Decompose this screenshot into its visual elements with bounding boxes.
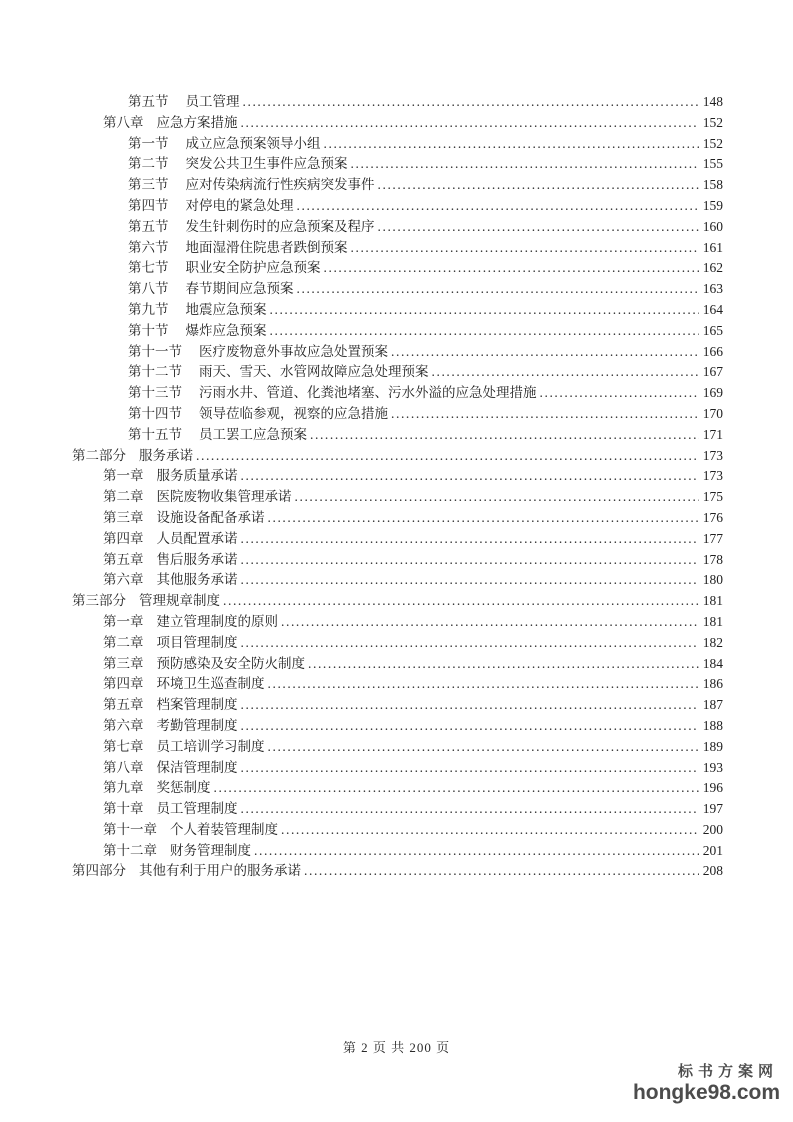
toc-entry-page: 163 [702,281,723,297]
toc-entry-title: 其他有利于用户的服务承诺 [139,863,301,879]
dot-leader [241,550,699,571]
toc-entry-title: 服务承诺 [139,447,193,463]
toc-entry[interactable] [72,134,723,155]
toc-entry-number: 第十三节 [128,385,182,401]
toc-entry-page: 161 [702,239,723,255]
toc-entry[interactable] [72,425,723,446]
toc-entry-page: 166 [702,343,723,359]
toc-entry-number: 第八章 [103,759,144,775]
toc-entry-title: 员工培训学习制度 [156,738,265,754]
toc-entry-page: 178 [702,551,723,567]
page-footer [0,1037,793,1056]
dot-leader [254,841,699,862]
toc-entry-page: 188 [702,717,723,733]
toc-entry-page: 169 [702,385,723,401]
dot-leader [243,92,699,113]
toc-entry[interactable] [72,778,723,799]
toc-entry-number: 第十五节 [128,426,182,442]
toc-entry-title: 考勤管理制度 [156,717,238,733]
toc-entry-number: 第三章 [103,655,144,671]
dot-leader [241,570,699,591]
toc-entry-page: 167 [702,364,723,380]
toc-entry[interactable] [72,799,723,820]
toc-entry-title: 应对传染病流行性疾病突发事件 [185,177,375,193]
toc-entry-page: 152 [702,135,723,151]
dot-leader [310,425,699,446]
toc-entry[interactable] [72,362,723,383]
toc-entry-number: 第五节 [128,218,169,234]
toc-entry[interactable] [72,716,723,737]
toc-entry-title: 环境卫生巡查制度 [156,676,265,692]
toc-entry-title: 奖惩制度 [156,780,211,796]
toc-entry-number: 第八节 [128,281,169,297]
toc-entry-title: 档案管理制度 [156,697,238,713]
toc-entry-page: 181 [702,593,723,609]
toc-entry[interactable] [72,633,723,654]
toc-entry-title: 成立应急预案领导小组 [185,135,321,151]
toc-entry[interactable] [72,321,723,342]
dot-leader [241,113,699,134]
toc-entry-page: 160 [702,218,723,234]
dot-leader [270,321,699,342]
toc-entry[interactable] [72,550,723,571]
toc-entry-title: 个人着装管理制度 [170,821,278,837]
toc-entry-page: 200 [702,821,723,837]
dot-leader [324,258,699,279]
toc-entry-page: 158 [702,177,723,193]
toc-entry-title: 地震应急预案 [185,301,267,317]
toc-entry[interactable] [72,841,723,862]
toc-entry-page: 170 [702,405,723,421]
toc-entry-number: 第五章 [103,697,144,713]
toc-entry-number: 第二节 [128,156,169,172]
dot-leader [297,196,699,217]
toc-entry-page: 165 [702,322,723,338]
toc-entry-page: 186 [702,676,723,692]
toc-entry[interactable] [72,737,723,758]
toc-entry[interactable] [72,383,723,404]
toc-entry-title: 财务管理制度 [170,842,251,858]
toc-entry-title: 人员配置承诺 [156,530,238,546]
toc-entry-title: 春节期间应急预案 [185,281,294,297]
dot-leader [241,799,699,820]
toc-entry-page: 148 [702,94,723,109]
dot-leader [308,654,699,675]
toc-entry[interactable] [72,529,723,550]
toc-entry[interactable] [72,861,723,882]
toc-entry-title: 医疗废物意外事故应急处置预案 [199,343,388,359]
toc-entry-page: 173 [702,468,723,484]
toc-entry-page: 162 [702,260,723,276]
toc-entry[interactable] [72,217,723,238]
toc-entry-page: 152 [702,114,723,130]
dot-leader [223,591,699,612]
toc-entry[interactable] [72,300,723,321]
toc-entry-number: 第四节 [128,197,169,213]
dot-leader [241,633,699,654]
toc-entry-number: 第十章 [103,801,144,817]
toc-entry-title: 地面湿滑住院患者跌倒预案 [185,239,348,255]
toc-entry-title: 领导莅临参观，视察的应急措施 [199,405,388,421]
dot-leader [268,737,699,758]
toc-entry-number: 第五章 [103,551,144,567]
toc-entry-title: 建立管理制度的原则 [156,613,278,629]
toc-entry-number: 第二章 [103,489,144,505]
toc-entry-title: 预防感染及安全防火制度 [156,655,305,671]
toc-entry-title: 员工管理制度 [156,801,238,817]
toc-entry-page: 201 [702,842,723,858]
toc-entry-title: 设施设备配备承诺 [156,509,265,525]
watermark [633,1064,780,1104]
toc-entry[interactable] [72,591,723,612]
toc-entry-title: 其他服务承诺 [156,572,238,588]
toc-entry-number: 第七节 [128,260,169,276]
toc-entry-number: 第五节 [128,94,169,109]
toc-entry[interactable] [72,508,723,529]
toc-entry-page: 176 [702,509,723,525]
toc-entry-title: 员工罢工应急预案 [199,426,307,442]
toc-entry-title: 职业安全防护应急预案 [185,260,321,276]
toc-entry-title: 污雨水井、管道、化粪池堵塞、污水外溢的应急处理措施 [199,385,537,401]
toc-entry-page: 182 [702,634,723,650]
toc-entry[interactable] [72,820,723,841]
watermark-site-url: hongke98.com [632,1080,780,1104]
toc-entry[interactable] [72,342,723,363]
dot-leader [270,300,699,321]
page-number-text: 第 2 页 共 200 页 [342,1040,451,1055]
toc-entry[interactable] [72,487,723,508]
toc-entry-page: 187 [702,697,723,713]
toc-entry[interactable] [72,466,723,487]
toc-entry-number: 第七章 [103,738,144,754]
toc-entry-page: 155 [702,156,723,172]
toc-entry[interactable] [72,654,723,675]
toc-entry-number: 第六章 [103,572,144,588]
toc-entry-title: 项目管理制度 [156,634,238,650]
dot-leader [297,279,699,300]
toc-entry-number: 第二章 [103,634,144,650]
toc-entry-number: 第十一章 [103,821,157,837]
toc-entry-number: 第一章 [103,613,144,629]
toc-entry-number: 第二部分 [72,447,126,463]
toc-entry-number: 第九章 [103,780,144,796]
toc-entry-page: 189 [702,738,723,754]
toc-entry-title: 保洁管理制度 [156,759,238,775]
toc-entry-page: 164 [702,301,723,317]
table-of-contents [72,92,723,882]
toc-entry[interactable] [72,570,723,591]
dot-leader [378,217,699,238]
dot-leader [295,487,699,508]
toc-entry[interactable] [72,196,723,217]
dot-leader [214,778,699,799]
toc-entry-title: 突发公共卫生事件应急预案 [185,156,348,172]
toc-entry-page: 171 [702,426,723,442]
toc-entry-title: 服务质量承诺 [156,468,238,484]
dot-leader [351,238,699,259]
dot-leader [304,861,699,882]
dot-leader [281,820,699,841]
toc-entry-number: 第十二章 [103,842,157,858]
toc-entry[interactable] [72,113,723,134]
toc-entry[interactable] [72,154,723,175]
toc-entry[interactable] [72,695,723,716]
toc-entry-title: 售后服务承诺 [156,551,238,567]
toc-entry-number: 第八章 [103,114,144,130]
toc-entry-title: 医院废物收集管理承诺 [156,489,292,505]
toc-entry-page: 197 [702,801,723,817]
toc-entry-title: 员工管理 [185,94,240,109]
dot-leader [351,154,699,175]
dot-leader [324,134,699,155]
toc-entry[interactable] [72,674,723,695]
dot-leader [391,342,699,363]
toc-entry-number: 第十一节 [128,343,182,359]
toc-entry-title: 对停电的紧急处理 [185,197,294,213]
toc-entry-page: 208 [702,863,723,879]
toc-entry-number: 第四章 [103,676,144,692]
toc-entry-title: 爆炸应急预案 [185,322,267,338]
toc-entry-number: 第六章 [103,717,144,733]
toc-entry-title: 发生针刺伤时的应急预案及程序 [185,218,375,234]
watermark-site-name: 标书方案网 [677,1063,778,1080]
toc-entry-page: 184 [702,655,723,671]
toc-entry[interactable] [72,238,723,259]
toc-entry-title: 应急方案措施 [156,114,238,130]
toc-entry-number: 第四部分 [72,863,126,879]
dot-leader [432,362,699,383]
dot-leader [281,612,699,633]
toc-entry-number: 第一节 [128,135,169,151]
toc-entry[interactable] [72,175,723,196]
toc-entry[interactable] [72,279,723,300]
toc-entry-number: 第十二节 [128,364,182,380]
toc-entry-page: 196 [702,780,723,796]
toc-entry-number: 第三章 [103,509,144,525]
toc-entry-number: 第六节 [128,239,169,255]
toc-entry[interactable] [72,446,723,467]
toc-entry[interactable] [72,258,723,279]
toc-entry-page: 159 [702,197,723,213]
toc-entry-page: 173 [702,447,723,463]
dot-leader [241,758,699,779]
toc-entry-number: 第四章 [103,530,144,546]
toc-entry[interactable] [72,404,723,425]
dot-leader [241,529,699,550]
toc-entry-title: 管理规章制度 [139,593,220,609]
toc-entry-page: 177 [702,530,723,546]
dot-leader [241,466,699,487]
toc-entry-number: 第三节 [128,177,169,193]
toc-entry-page: 181 [702,613,723,629]
dot-leader [540,383,699,404]
toc-entry-page: 175 [702,489,723,505]
dot-leader [241,716,699,737]
toc-entry-page: 180 [702,572,723,588]
dot-leader [268,508,699,529]
toc-entry-number: 第十四节 [128,405,182,421]
toc-entry[interactable] [72,758,723,779]
toc-entry[interactable] [72,92,723,113]
toc-entry[interactable] [72,612,723,633]
toc-entry-page: 193 [702,759,723,775]
dot-leader [391,404,699,425]
toc-entry-number: 第一章 [103,468,144,484]
toc-entry-number: 第三部分 [72,593,126,609]
dot-leader [378,175,699,196]
dot-leader [268,674,699,695]
dot-leader [241,695,699,716]
toc-entry-number: 第十节 [128,322,169,338]
dot-leader [196,446,699,467]
toc-entry-title: 雨天、雪天、水管网故障应急处理预案 [199,364,429,380]
toc-entry-number: 第九节 [128,301,169,317]
